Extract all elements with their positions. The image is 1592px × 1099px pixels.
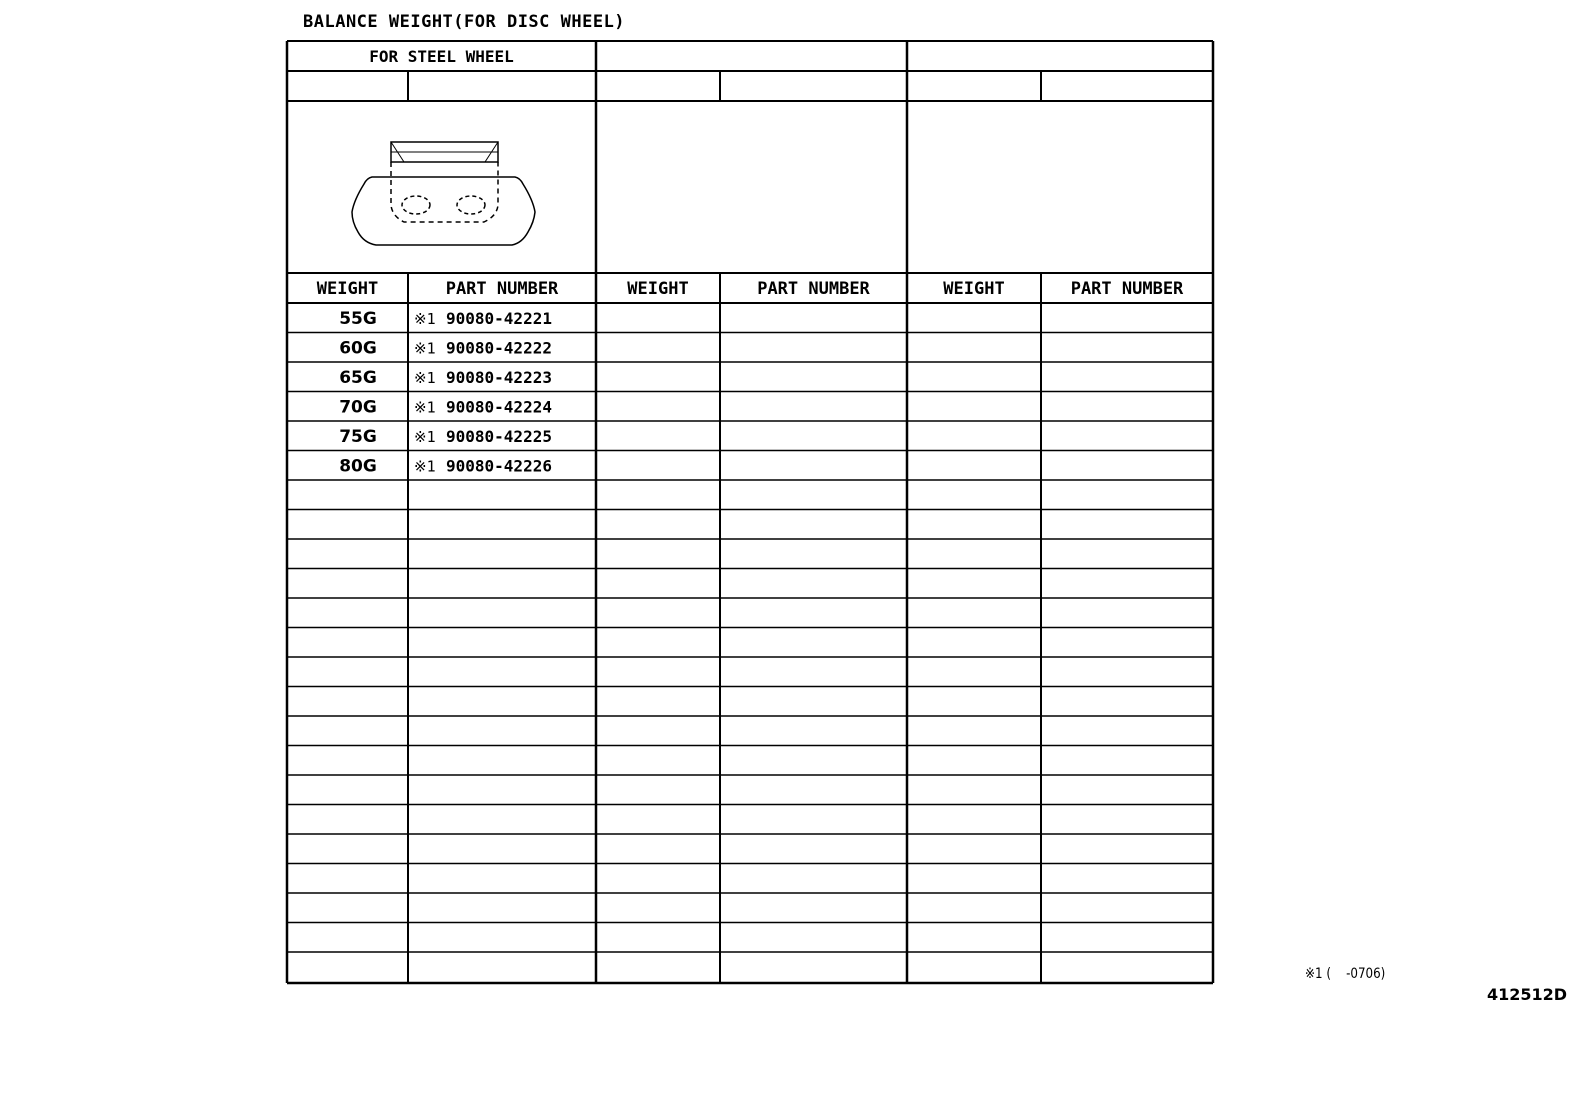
footnote-mark: ※1	[414, 368, 436, 387]
footnote-mark: ※1	[414, 427, 436, 446]
weight-column-header: WEIGHT	[316, 279, 379, 299]
weight-value: 55G	[339, 308, 377, 329]
footnote-mark: ※1	[414, 339, 436, 358]
weight-value: 80G	[339, 456, 377, 477]
part-number-value	[414, 427, 552, 446]
weight-value: 70G	[339, 397, 377, 418]
section-heading: FOR STEEL WHEEL	[369, 47, 514, 66]
balance-weight-icon	[352, 142, 535, 245]
part-number-value	[414, 368, 552, 387]
part-number-column-header: PART NUMBER	[757, 279, 870, 299]
part-number-text: 90080-42222	[446, 338, 552, 358]
illustration-reference-code: 412512D	[1487, 985, 1568, 1004]
table-grid-lines	[287, 41, 1213, 983]
part-number-text: 90080-42225	[446, 426, 552, 446]
part-number-column-header: PART NUMBER	[1070, 279, 1184, 299]
part-number-value	[414, 309, 552, 328]
hole-right	[457, 196, 485, 214]
footnote: ※1 ( -0706)	[1305, 966, 1386, 982]
footnote-mark: ※1	[414, 309, 436, 328]
weight-value: 60G	[339, 338, 377, 359]
clip-shading	[391, 152, 498, 162]
weight-column-header: WEIGHT	[627, 279, 689, 299]
part-number-text: 90080-42223	[446, 367, 552, 387]
weight-value: 65G	[339, 367, 377, 388]
part-number-value	[414, 456, 552, 475]
part-number-column-header: PART NUMBER	[445, 279, 559, 299]
weight-column-header: WEIGHT	[943, 279, 1005, 299]
hole-left	[402, 196, 430, 214]
weight-value: 75G	[339, 426, 377, 447]
part-number-value	[414, 338, 552, 357]
document-title: BALANCE WEIGHT(FOR DISC WHEEL)	[303, 12, 626, 32]
part-number-text: 90080-42224	[446, 397, 552, 417]
table-text	[317, 47, 1184, 476]
clip-legs-dashed	[391, 162, 498, 222]
part-number-text: 90080-42226	[446, 456, 552, 476]
part-number-value	[414, 397, 552, 416]
footnote-mark: ※1	[414, 398, 436, 417]
part-number-text: 90080-42221	[446, 308, 552, 328]
footnote-mark: ※1	[414, 457, 436, 476]
weight-body	[352, 177, 535, 245]
